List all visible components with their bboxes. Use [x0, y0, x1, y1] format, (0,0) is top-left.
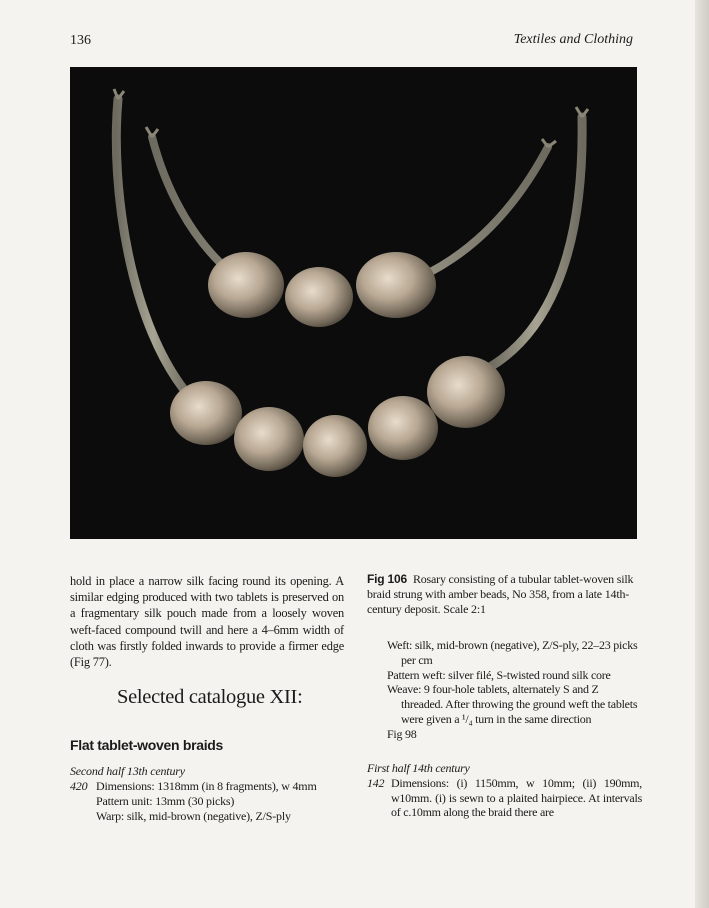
catalog-entry-number: 142: [367, 775, 385, 790]
catalog-line: Pattern unit: 13mm (30 picks): [96, 794, 235, 808]
bead: [208, 252, 284, 318]
bead: [356, 252, 436, 318]
body-paragraph: hold in place a narrow silk facing round its opening. A similar edging produced with two tablets is preserved on a fragmentary silk pouch made from a loosely woven weft-faced compound twill and here a 4–6mm width of cloth was firstly folded inwards to provide a firmer edge (Fig 77).: [70, 574, 344, 670]
catalog-text: Dimensions: (i) 1150mm, w 10mm; (ii) 190mm, w10mm. (i) is sewn to a plaited hairpiece. At intervals of c.10mm along the braid there are: [391, 775, 642, 820]
page-number: 136: [70, 33, 91, 48]
catalog-entry-number: 420: [70, 779, 88, 793]
bead: [427, 356, 505, 428]
detail-line: Weft: silk, mid-brown (negative), Z/S-ply, 22–23 picks per cm: [387, 638, 638, 667]
catalog-period: First half 14th century: [367, 761, 470, 775]
section-heading: Selected catalogue XII:: [117, 686, 303, 708]
figure-label: Fig 106: [367, 572, 407, 586]
catalog-line: Warp: silk, mid-brown (negative), Z/S-ply: [96, 809, 291, 823]
bead: [170, 381, 242, 445]
catalog-entry-142: [367, 761, 642, 820]
bead: [368, 396, 438, 460]
catalog-entry-420: [70, 764, 344, 824]
page-edge-shadow: [695, 0, 709, 908]
detail-line: Pattern weft: silver filé, S-twisted round silk core: [387, 667, 611, 682]
catalog-period: Second half 13th century: [70, 764, 185, 778]
bead: [234, 407, 304, 471]
running-title: Textiles and Clothing: [513, 32, 633, 47]
catalog-line: Dimensions: 1318mm (in 8 fragments), w 4mm: [96, 779, 317, 793]
figure-caption: [367, 572, 642, 617]
rosary-photo: [70, 67, 637, 539]
detail-line: Weave: 9 four-hole tablets, alternately S and Z threaded. After throwing the ground weft the tablets were given a ¹/₄ turn in the same direction: [387, 682, 638, 726]
bead: [303, 415, 367, 477]
detail-line: Fig 98: [387, 726, 417, 741]
caption-text: Rosary consisting of a tubular tablet-woven silk braid strung with amber beads, No 358, from a late 14th-century deposit. Scale 2:1: [367, 572, 634, 616]
sub-heading: Flat tablet-woven braids: [70, 737, 224, 753]
rosary-illustration: [70, 67, 637, 539]
bead: [285, 267, 353, 327]
catalog-details: [387, 638, 642, 742]
